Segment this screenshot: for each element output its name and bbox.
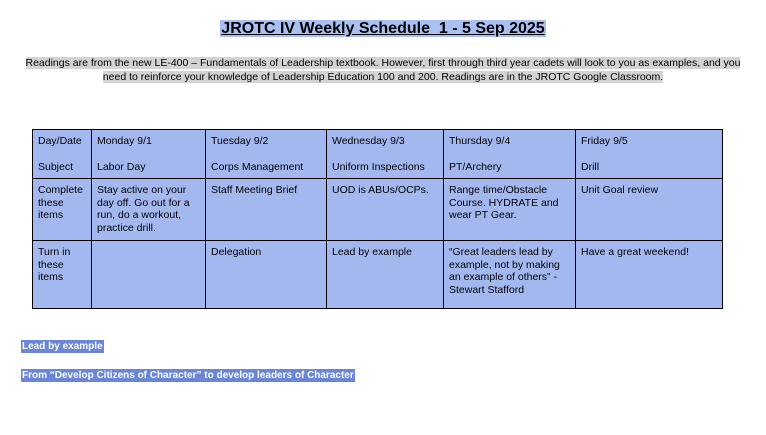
subject-label: Subject (38, 160, 74, 173)
day-cell-monday (92, 130, 206, 179)
turnin-cell: Lead by example (327, 241, 444, 309)
complete-cell: Staff Meeting Brief (206, 179, 327, 241)
turnin-cell (92, 241, 206, 309)
schedule-table (32, 129, 723, 309)
table-row (33, 130, 723, 179)
day-subject: Labor Day (97, 160, 146, 173)
complete-cell: Range time/Obstacle Course. HYDRATE and wear PT Gear. (444, 179, 576, 241)
day-subject: Drill (581, 160, 600, 173)
complete-cell: UOD is ABUs/OCPs. (327, 179, 444, 241)
day-date: Thursday 9/4 (449, 135, 511, 147)
complete-label-cell: Complete these items (33, 179, 92, 241)
day-subject: PT/Archery (449, 160, 502, 173)
day-subject: Uniform Inspections (332, 160, 425, 173)
day-subject: Corps Management (211, 160, 304, 173)
complete-cell: Unit Goal review (576, 179, 723, 241)
row-label-cell (33, 130, 92, 179)
turnin-label-cell: Turn in these items (33, 241, 92, 309)
day-date: Friday 9/5 (581, 135, 628, 147)
day-cell-tuesday (206, 130, 327, 179)
table-row (33, 241, 723, 309)
page-title: JROTC IV Weekly Schedule 1 - 5 Sep 2025 (221, 20, 545, 37)
footer-develop-leaders: From “Develop Citizens of Character” to develop leaders of Character (22, 370, 354, 381)
title-container (0, 20, 766, 38)
table-row (33, 179, 723, 241)
complete-cell: Stay active on your day off. Go out for a run, do a workout, practice drill. (92, 179, 206, 241)
day-date-label: Day/Date (38, 135, 82, 147)
day-cell-thursday (444, 130, 576, 179)
turnin-cell: Delegation (206, 241, 327, 309)
intro-text: Readings are from the new LE-400 – Fundamentals of Leadership textbook. However, first through third year cadets will look to you as examples, and you need to reinforce your knowledge of Leadership Education 100 and 200. Readings are in the JROTC Google Classroom. (25, 57, 741, 83)
day-date: Tuesday 9/2 (211, 135, 269, 147)
turnin-cell: “Great leaders lead by example, not by making an example of others” -Stewart Stafford (444, 241, 576, 309)
day-date: Wednesday 9/3 (332, 135, 405, 147)
intro-paragraph (20, 56, 746, 84)
footer-lead-by-example: Lead by example (22, 341, 103, 352)
day-date: Monday 9/1 (97, 135, 152, 147)
turnin-cell: Have a great weekend! (576, 241, 723, 309)
day-cell-friday (576, 130, 723, 179)
day-cell-wednesday (327, 130, 444, 179)
